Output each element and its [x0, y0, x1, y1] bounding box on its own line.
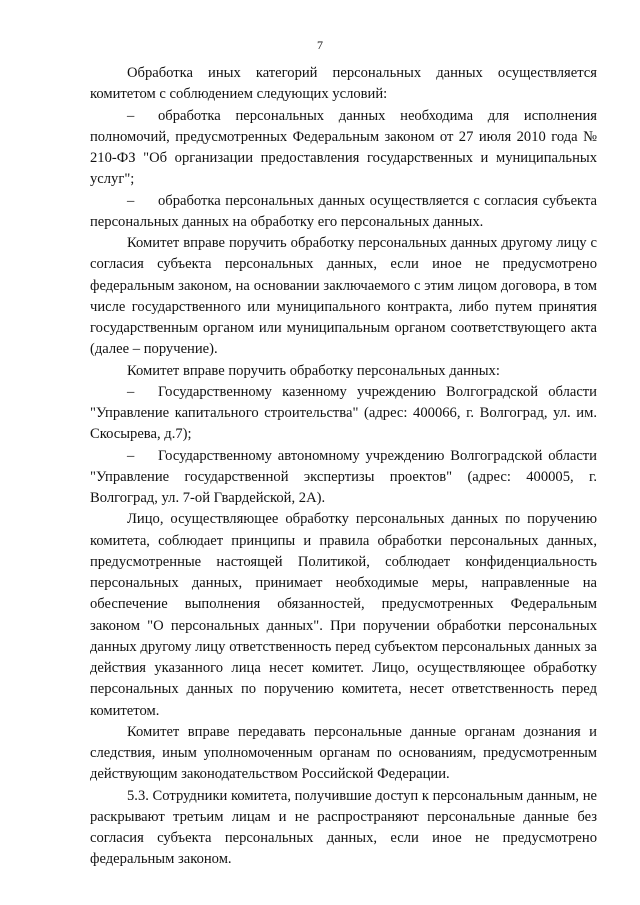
dash-marker: – — [127, 192, 135, 209]
dash-marker: – — [127, 383, 135, 400]
list-item-text: Государственному автономному учреждению Волгоградской области "Управление государственной экспертизы проектов" (адрес: 400005, г. Волгоград, ул. 7-ой Гвардейской, 2А). — [90, 447, 597, 506]
paragraph-section-5-3: 5.3. Сотрудники комитета, получившие доступ к персональным данным, не раскрывают третьим лицам и не распространяют персональные данные без согласия субъекта персональных данных, если иное не предусмотрено федеральным законом. — [90, 787, 597, 868]
paragraph-transfer-to-authorities: Комитет вправе передавать персональные данные органам дознания и следствия, иным уполномоченным органам по основаниям, предусмотренным действующим законодательством Российской Федерации. — [90, 723, 597, 783]
list-item-text: обработка персональных данных необходима для исполнения полномочий, предусмотренных Федеральным законом от 27 июля 2010 года № 210-ФЗ "Об организации предоставления государственных и муниципальных услуг"; — [90, 107, 597, 188]
paragraph-delegation: Комитет вправе поручить обработку персональных данных другому лицу с согласия субъекта персональных данных, если иное не предусмотрено федеральным законом, на основании заключаемого с этим лицом договора, в том числе государственного или муниципального контракта, либо путем принятия государственным органом или муниципальным органом соответствующего акта (далее – поручение). — [90, 235, 597, 358]
paragraph-processor-obligations: Лицо, осуществляющее обработку персональных данных по поручению комитета, соблюдает принципы и правила обработки персональных данных, предусмотренные настоящей Политикой, соблюдает конфиденциальность персональных данных, принимает необходимые меры, направленные на обеспечение выполнения обязанностей, предусмотренных Федеральным законом "О персональных данных". При поручении обработки персональных данных другому лицу ответственность перед субъектом персональных данных за действия указанного лица несет комитет. Лицо, осуществляющее обработку персональных данных по поручению комитета, несет ответственность перед комитетом. — [90, 511, 597, 719]
document-body — [90, 63, 597, 871]
list-item-agency-2 — [90, 446, 597, 510]
paragraph-processing-conditions: Обработка иных категорий персональных данных осуществляется комитетом с соблюдением следующих условий: — [90, 65, 597, 103]
list-item-condition-1 — [90, 106, 597, 191]
dash-marker: – — [127, 107, 135, 124]
paragraph-delegation-list-intro: Комитет вправе поручить обработку персональных данных: — [127, 362, 500, 379]
dash-marker: – — [127, 447, 135, 464]
list-item-text: Государственному казенному учреждению Волгоградской области "Управление капитального строительства" (адрес: 400066, г. Волгоград, ул. им. Скосырева, д.7); — [90, 383, 597, 443]
list-item-text: обработка персональных данных осуществляется с согласия субъекта персональных данных на обработку его персональных данных. — [90, 192, 597, 230]
list-item-condition-2 — [90, 191, 597, 234]
list-item-agency-1 — [90, 382, 597, 446]
page-number: 7 — [317, 38, 323, 52]
